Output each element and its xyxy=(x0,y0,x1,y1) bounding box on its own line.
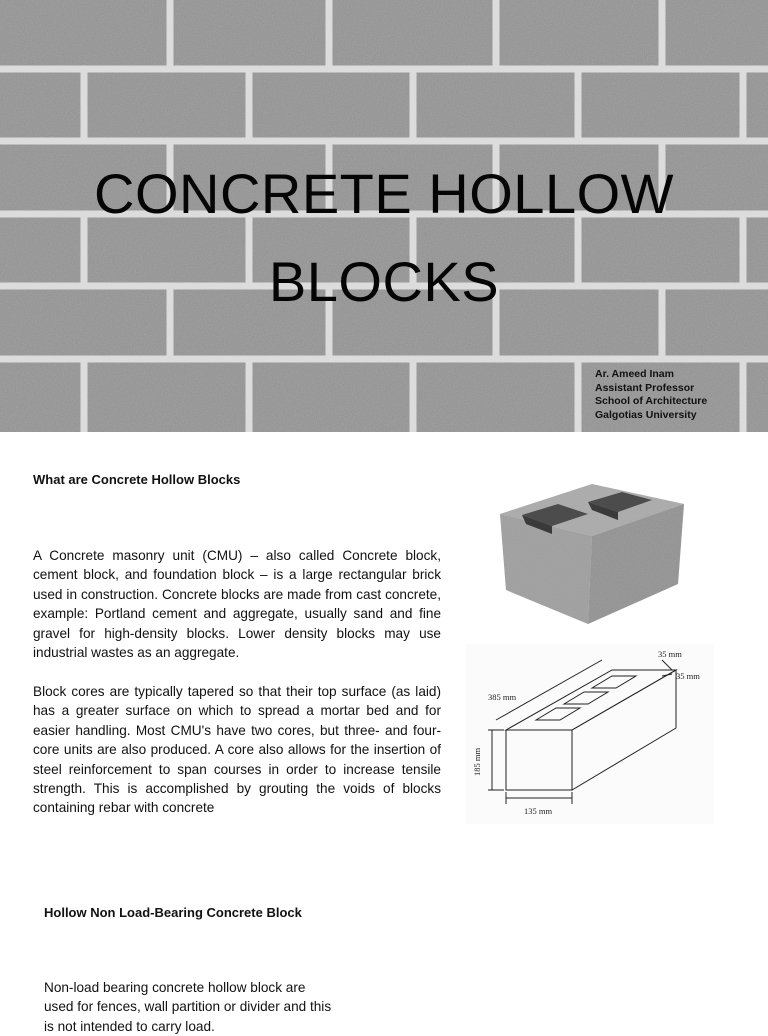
dim-height-label: 185 mm xyxy=(472,747,482,776)
title-line-1: CONCRETE HOLLOW xyxy=(94,162,674,225)
dim-core-a-label: 35 mm xyxy=(658,649,682,659)
block-dimension-diagram xyxy=(466,644,714,824)
section-heading-what-are: What are Concrete Hollow Blocks xyxy=(33,472,241,487)
cover-banner xyxy=(0,0,768,432)
author-block xyxy=(595,368,707,422)
paragraph-block-cores: Block cores are typically tapered so that their top surface (as laid) has a greater surface on which to spread a mortar bed and for easier handling. Most CMU's have two cores, but three- and four-core units are also produced. A core also allows for the insertion of steel reinforcement to span courses in order to increase tensile strength. This is accomplished by grouting the voids of blocks containing rebar with concrete xyxy=(33,684,441,816)
dim-length-label: 385 mm xyxy=(488,692,517,702)
dim-width-label: 135 mm xyxy=(524,806,553,816)
section-heading-non-load-bearing: Hollow Non Load-Bearing Concrete Block xyxy=(44,905,302,920)
page-title xyxy=(0,150,768,326)
paragraph-cmu-definition: A Concrete masonry unit (CMU) – also called Concrete block, cement block, and foundation block – is a large rectangular brick used in construction. Concrete blocks are made from cast concrete, example: Portland cement and aggregate, usually sand and fine gravel for high-density blocks. Lower density blocks may use industrial wastes as an aggregate. xyxy=(33,548,441,661)
dim-core-b-label: 35 mm xyxy=(676,671,700,681)
title-line-2: BLOCKS xyxy=(268,250,500,313)
author-school: School of Architecture xyxy=(595,395,708,407)
paragraph-non-load-bearing: Non-load bearing concrete hollow block are used for fences, wall partition or divider and this is not intended to carry load. xyxy=(44,980,332,1034)
author-name: Ar. Ameed Inam xyxy=(595,368,674,380)
author-position: Assistant Professor xyxy=(595,381,695,394)
concrete-block-photo xyxy=(492,478,688,630)
author-university: Galgotias University xyxy=(595,408,697,421)
